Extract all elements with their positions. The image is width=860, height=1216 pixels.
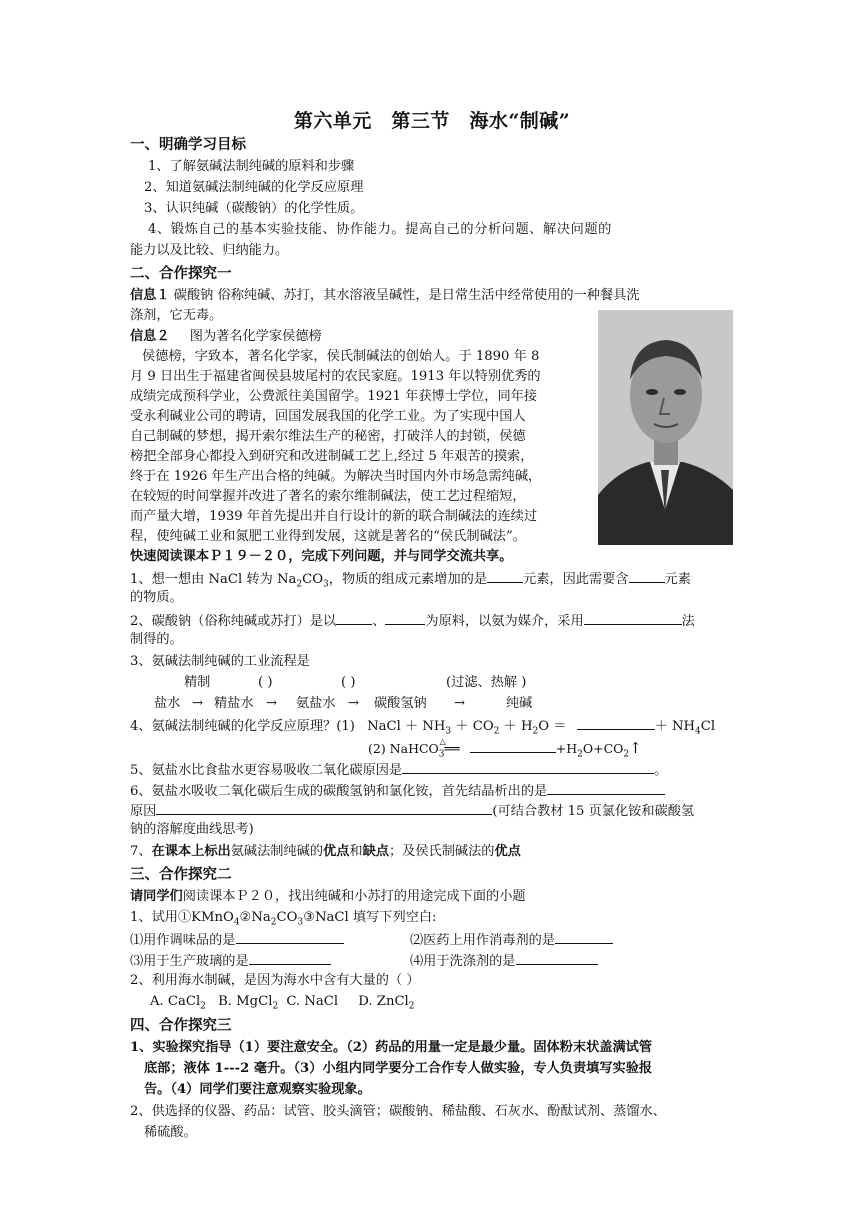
question-2-line-2: 制得的。 bbox=[130, 632, 183, 647]
info-1-line-2: 涤剂，它无毒。 bbox=[130, 308, 223, 323]
r2-sub-2a: 2 bbox=[577, 749, 583, 760]
question-1-line-2: 的物质。 bbox=[130, 590, 183, 605]
bio-line-3: 成绩完成预科学业，公费派往美国留学。1921 年获博士学位，同年接 bbox=[130, 389, 538, 404]
s3-p4-blank[interactable] bbox=[516, 950, 598, 965]
q4-text-c: ＋ CO bbox=[455, 719, 494, 734]
goal-1: 1、了解氨碱法制纯碱的原料和步骤 bbox=[148, 159, 355, 174]
q4-text-a: 4、氨碱法制纯碱的化学反应原理？(1) bbox=[130, 719, 355, 734]
r2-sub-2b: 2 bbox=[623, 749, 630, 760]
q6-text-c: (可结合教材 15 页氯化铵和碳酸氢 bbox=[492, 804, 695, 819]
q1-text-a: 1、想一想由 NaCl 转为 Na bbox=[130, 572, 297, 587]
q4-sub-4: 4 bbox=[695, 726, 701, 737]
s4-line-2: 底部；液体 1---2 毫升。（3）小组内同学要分工合作专人做实验，专人负责填写实验报 bbox=[144, 1061, 653, 1076]
option-a-sub: 2 bbox=[200, 1001, 206, 1012]
s3-part-1 bbox=[130, 929, 344, 951]
q2-text-c: 为原料，以氨为媒介，采用 bbox=[425, 614, 584, 629]
flow-label-1: 精制 bbox=[184, 675, 211, 690]
goal-2: 2、知道氨碱法制纯碱的化学反应原理 bbox=[144, 180, 364, 195]
section-4-heading: 四、合作探究三 bbox=[130, 1017, 232, 1034]
q1-sub-2: 2 bbox=[296, 579, 303, 590]
s4-line-1: 1、实验探究指导（1）要注意安全。（2）药品的用量一定是最少量。固体粉末状盖满试管 bbox=[130, 1040, 653, 1055]
option-b-sub: 2 bbox=[272, 1001, 279, 1012]
q4-sub-2b: 2 bbox=[532, 726, 539, 737]
q5-text: 5、氨盐水比食盐水更容易吸收二氧化碳原因是 bbox=[130, 763, 403, 778]
info-2-label: 信息２ bbox=[130, 329, 170, 344]
r2-text-d: O+CO bbox=[582, 741, 624, 756]
portrait-image bbox=[598, 310, 733, 545]
bio-line-7: 终于在 1926 年生产出合格的纯碱。为解决当时国内外市场急需纯碱， bbox=[130, 469, 542, 484]
bio-line-5: 自己制碱的梦想，揭开索尔维法生产的秘密，打破洋人的封锁，侯德 bbox=[130, 429, 526, 444]
q6-blank-1[interactable] bbox=[547, 780, 665, 795]
flow-label-3: ( ) bbox=[341, 675, 356, 690]
q2-text-d: 法 bbox=[681, 614, 695, 629]
option-d[interactable]: D. ZnCl bbox=[358, 994, 409, 1009]
r2-text-c: +H bbox=[555, 741, 578, 756]
q4-text-f: ＋ NH bbox=[654, 719, 696, 734]
q4-sub-2a: 2 bbox=[493, 726, 500, 737]
q4-text-e: O ＝ bbox=[538, 719, 567, 734]
s3-p2-text: ⑵医药上用作消毒剂的是 bbox=[410, 933, 556, 948]
s3-p2-blank[interactable] bbox=[555, 929, 613, 944]
q2-blank-1[interactable] bbox=[336, 610, 372, 625]
q2-blank-3[interactable] bbox=[584, 610, 682, 625]
flow-item-2: 精盐水 bbox=[214, 696, 254, 711]
s4-line-3: 告。（4）同学们要注意观察实验现象。 bbox=[144, 1082, 371, 1097]
s3-part-4 bbox=[410, 950, 598, 972]
s3-p1-text: ⑴用作调味品的是 bbox=[130, 933, 236, 948]
q7-text-c: 氨碱法制纯碱的 bbox=[230, 844, 324, 859]
bio-line-9: 而产量大增，1939 年首先提出并自行设计的新的联合制碱法的连续过 bbox=[130, 509, 538, 524]
q7-text-b: 在课本上标出 bbox=[151, 844, 231, 859]
bio-line-1: 侯德榜，字致本，著名化学家，侯氏制碱法的创始人。于 1890 年 8 bbox=[142, 349, 540, 364]
q6-text-a: 6、氨盐水吸收二氧化碳后生成的碳酸氢钠和氯化铵，首先结晶析出的是 bbox=[130, 784, 548, 799]
s3-q1-text-a: 1、试用①KMnO bbox=[130, 910, 234, 925]
q7-text-a: 7、 bbox=[130, 844, 152, 859]
q6-blank-2[interactable] bbox=[156, 800, 492, 815]
flow-arrow-4: → bbox=[454, 696, 466, 711]
q2-text-a: 2、碳酸钠（俗称纯碱或苏打）是以 bbox=[130, 614, 337, 629]
flow-label-4: (过滤、热解 ) bbox=[446, 675, 527, 690]
s3-part-2 bbox=[410, 929, 613, 951]
s3-options bbox=[150, 992, 414, 1017]
goal-3: 3、认识纯碱（碳酸钠）的化学性质。 bbox=[144, 201, 364, 216]
flow-item-3: 氨盐水 bbox=[296, 696, 336, 711]
q2-text-b: 、 bbox=[372, 614, 386, 629]
s3-p3-text: ⑶用于生产玻璃的是 bbox=[130, 954, 249, 969]
flow-label-2: ( ) bbox=[258, 675, 273, 690]
reading-instruction: 快速阅读课本Ｐ１９－２０，完成下列问题，并与同学交流共享。 bbox=[130, 549, 513, 564]
flow-arrow-3: → bbox=[348, 696, 360, 711]
s3-q1-text-d: ③NaCl 填写下列空白: bbox=[303, 910, 437, 925]
r2-sub-3: 3 bbox=[438, 749, 445, 760]
q2-blank-2[interactable] bbox=[385, 610, 425, 625]
r2-double-bar: ══ bbox=[444, 741, 460, 756]
q1-text-b: CO bbox=[302, 572, 324, 587]
bio-line-4: 受永利碱业公司的聘请，回国发展我国的化学工业。为了实现中国人 bbox=[130, 409, 526, 424]
option-b[interactable]: B. MgCl bbox=[218, 994, 273, 1009]
question-2-line-1 bbox=[130, 610, 695, 632]
q1-blank-1[interactable] bbox=[487, 568, 523, 583]
q1-text-e: 元素 bbox=[664, 572, 691, 587]
s4-line-5: 稀硫酸。 bbox=[144, 1125, 197, 1140]
info-1-label: 信息１ bbox=[130, 288, 170, 303]
q7-text-f: 缺点 bbox=[362, 844, 389, 859]
s4-line-4: 2、供选择的仪器、药品：试管、胶头滴管；碳酸钠、稀盐酸、石灰水、酚酞试剂、蒸馏水、 bbox=[130, 1104, 666, 1119]
bio-line-6: 榜把全部身心都投入到研究和改进制碱工艺上,经过 5 年艰苦的摸索， bbox=[130, 449, 534, 464]
goal-4-cont: 能力以及比较、归纳能力。 bbox=[130, 243, 289, 258]
section-2-heading: 二、合作探究一 bbox=[130, 265, 232, 282]
q6-text-b: 原因 bbox=[130, 804, 157, 819]
q1-blank-2[interactable] bbox=[629, 568, 665, 583]
question-1-line-1 bbox=[130, 568, 691, 595]
section-3-heading: 三、合作探究二 bbox=[130, 866, 232, 883]
q5-end: 。 bbox=[654, 763, 668, 778]
question-6-line-3: 钠的溶解度曲线思考) bbox=[130, 822, 254, 837]
s3-question-2: 2、利用海水制碱，是因为海水中含有大量的（ ） bbox=[130, 973, 420, 988]
bio-line-8: 在较短的时间掌握并改进了著名的索尔维制碱法，使工艺过程缩短， bbox=[130, 489, 526, 504]
s3-q1-text-b: ②Na bbox=[239, 910, 271, 925]
question-5 bbox=[130, 759, 667, 781]
q1-text-d: 元素，因此需要含 bbox=[523, 572, 629, 587]
q4-text-g: Cl bbox=[700, 719, 716, 734]
q4-text-b: NaCl ＋ NH bbox=[367, 719, 446, 734]
option-c[interactable]: C. NaCl bbox=[286, 994, 339, 1009]
info-1-line-1 bbox=[130, 286, 640, 306]
flow-arrow-1: → bbox=[192, 696, 204, 711]
info-2-text: 图为著名化学家侯德榜 bbox=[189, 329, 322, 344]
q4-sub-3: 3 bbox=[445, 726, 452, 737]
q7-text-h: 优点 bbox=[494, 844, 521, 859]
q7-text-e: 和 bbox=[349, 844, 363, 859]
option-a[interactable]: A. CaCl bbox=[150, 994, 201, 1009]
flow-arrow-2: → bbox=[266, 696, 278, 711]
q1-sub-3: 3 bbox=[323, 579, 329, 590]
question-7 bbox=[130, 842, 521, 862]
s3-p1-blank[interactable] bbox=[236, 929, 344, 944]
info-1-text: 碳酸钠 俗称纯碱、苏打，其水溶液呈碱性，是日常生活中经常使用的一种餐具洗 bbox=[173, 288, 640, 303]
page-title: 第六单元 第三节 海水“制碱” bbox=[293, 110, 571, 132]
flow-item-1: 盐水 bbox=[154, 696, 181, 711]
q7-text-d: 优点 bbox=[323, 844, 350, 859]
section-1-heading: 一、明确学习目标 bbox=[130, 136, 246, 153]
question-3: 3、氨碱法制纯碱的工业流程是 bbox=[130, 654, 310, 669]
question-6-line-1 bbox=[130, 780, 665, 802]
bio-line-2: 月 9 日出生于福建省闽侯县坡尾村的农民家庭。1913 年以特别优秀的 bbox=[130, 369, 541, 384]
s3-q1-sub-4: 4 bbox=[233, 917, 240, 928]
q5-blank[interactable] bbox=[402, 759, 654, 774]
s3-instr-rest: 阅读课本Ｐ２０，找出纯碱和小苏打的用途完成下面的小题 bbox=[182, 889, 526, 904]
q4-text-d: ＋ H bbox=[503, 719, 533, 734]
r2-text-a: (2) NaHCO bbox=[368, 741, 439, 756]
s3-q1-sub-2: 2 bbox=[270, 917, 277, 928]
s3-part-3 bbox=[130, 950, 331, 972]
q1-text-c: ，物质的组成元素增加的是 bbox=[328, 572, 488, 587]
s3-p4-text: ⑷用于洗涤剂的是 bbox=[410, 954, 516, 969]
s3-q1-text-c: CO bbox=[276, 910, 298, 925]
info-2-line bbox=[130, 327, 322, 347]
q4-blank-1[interactable] bbox=[577, 715, 655, 730]
hou-debang-portrait bbox=[598, 310, 733, 545]
r2-blank[interactable] bbox=[470, 738, 556, 753]
heat-triangle-icon: △ bbox=[439, 737, 446, 746]
up-arrow-icon: ↑ bbox=[629, 739, 642, 757]
section-3-instruction bbox=[130, 887, 526, 907]
flow-item-5: 纯碱 bbox=[506, 696, 533, 711]
option-d-sub: 2 bbox=[408, 1001, 415, 1012]
question-6-line-2 bbox=[130, 800, 694, 822]
s3-q1-sub-3: 3 bbox=[297, 917, 304, 928]
bio-line-10: 程，使纯碱工业和氮肥工业得到发展，这就是著名的“侯氏制碱法”。 bbox=[130, 529, 526, 544]
s3-instr-bold: 请同学们 bbox=[130, 889, 183, 904]
flow-item-4: 碳酸氢钠 bbox=[374, 696, 427, 711]
s3-p3-blank[interactable] bbox=[249, 950, 331, 965]
goal-4: 4、锻炼自己的基本实验技能、协作能力。提高自己的分析问题、解决问题的 bbox=[148, 222, 612, 237]
q7-text-g: ；及侯氏制碱法的 bbox=[388, 844, 495, 859]
